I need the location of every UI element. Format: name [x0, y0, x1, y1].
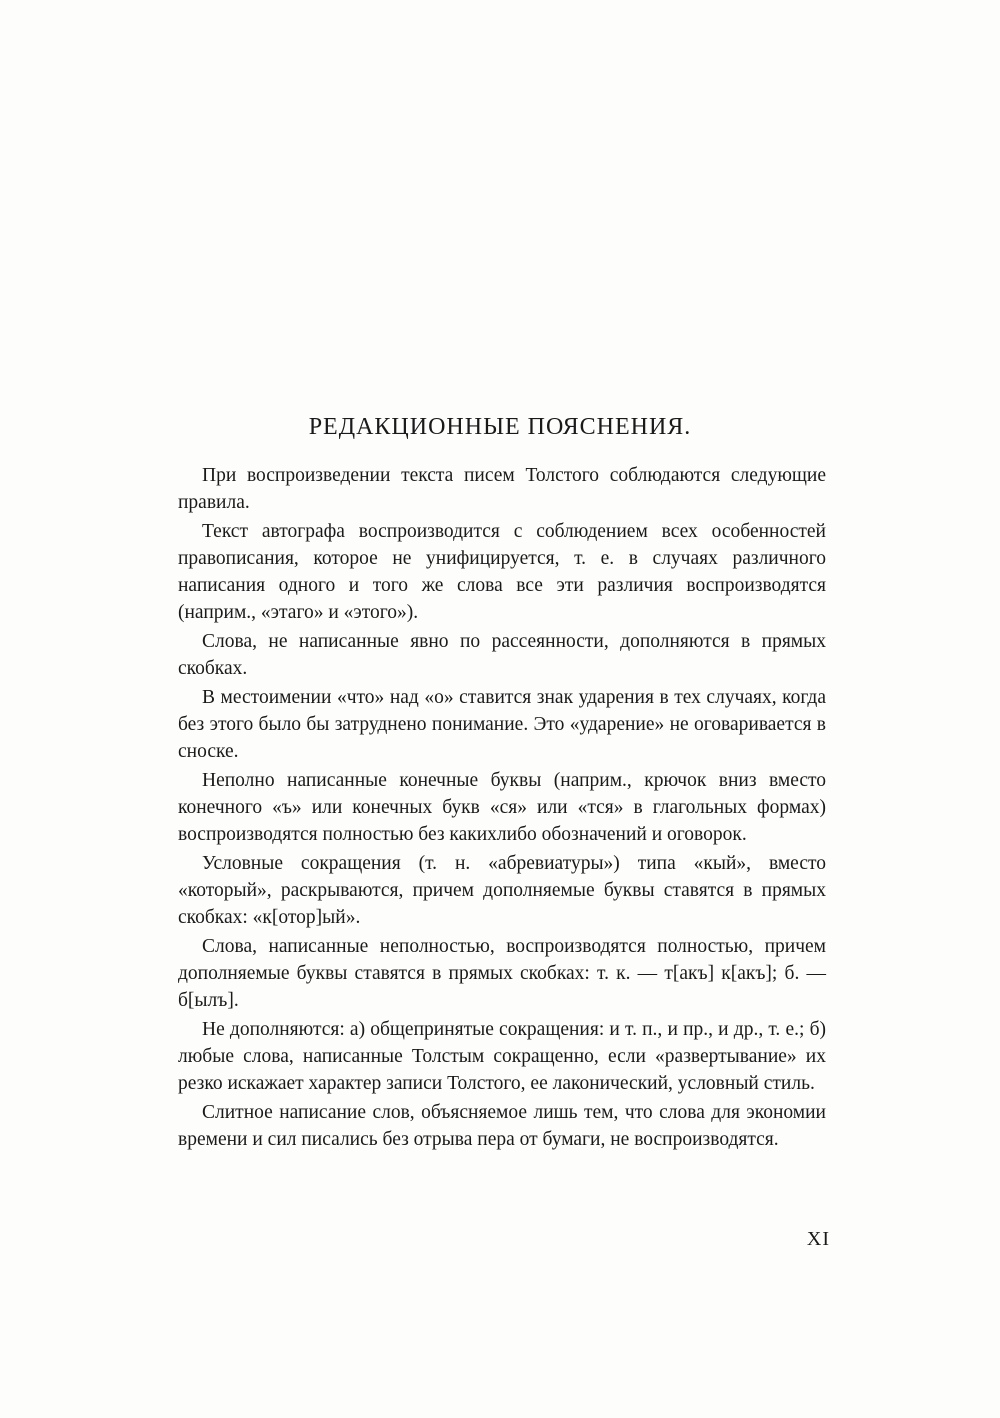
title-text: РЕДАКЦИОННЫЕ ПОЯСНЕНИЯ.	[308, 414, 692, 440]
paragraph: В местоимении «что» над «о» ставится знак ударения в тех случаях, когда без этого было бы затруднено понимание. Это «ударение» не оговаривается в сноске.	[178, 687, 826, 762]
paragraph: Слова, написанные неполностью, воспроизводятся полностью, причем дополняемые буквы ставятся в прямых скобках: т. к. — т[акъ] к[акъ]; б. — б[ылъ].	[178, 936, 826, 1011]
paragraph: Не дополняются: а) общепринятые сокращения: и т. п., и пр., и др., т. е.; б) любые слова, написанные Толстым сокращенно, если «развертывание» их резко искажает характер записи Толстого, ее лаконический, условный стиль.	[178, 1019, 826, 1094]
paragraph: При воспроизведении текста писем Толстого соблюдаются следующие правила.	[178, 465, 826, 513]
paragraph: Слитное написание слов, объясняемое лишь тем, что слова для экономии времени и сил писались без отрыва пера от бумаги, не воспроизводятся.	[178, 1102, 826, 1150]
paragraph: Неполно написанные конечные буквы (наприм., крючок вниз вместо конечного «ъ» или конечных букв «ся» или «тся» в глагольных формах) воспроизводятся полностью без какихлибо обозначений и оговорок.	[178, 770, 826, 845]
body-text	[178, 462, 826, 1155]
paragraph: Текст автографа воспроизводится с соблюдением всех особенностей правописания, которое не унифицируется, т. е. в случаях различного написания одного и того же слова все эти различия воспроизводятся (наприм., «этаго» и «этого»).	[178, 521, 826, 623]
page-number: XI	[806, 1228, 830, 1250]
paragraph: Слова, не написанные явно по рассеянности, дополняются в прямых скобках.	[178, 631, 826, 679]
paragraph: Условные сокращения (т. н. «абревиатуры») типа «кый», вместо «который», раскрываются, причем дополняемые буквы ставятся в прямых скобках: «к[отор]ый».	[178, 853, 826, 928]
page-title	[0, 414, 1000, 441]
